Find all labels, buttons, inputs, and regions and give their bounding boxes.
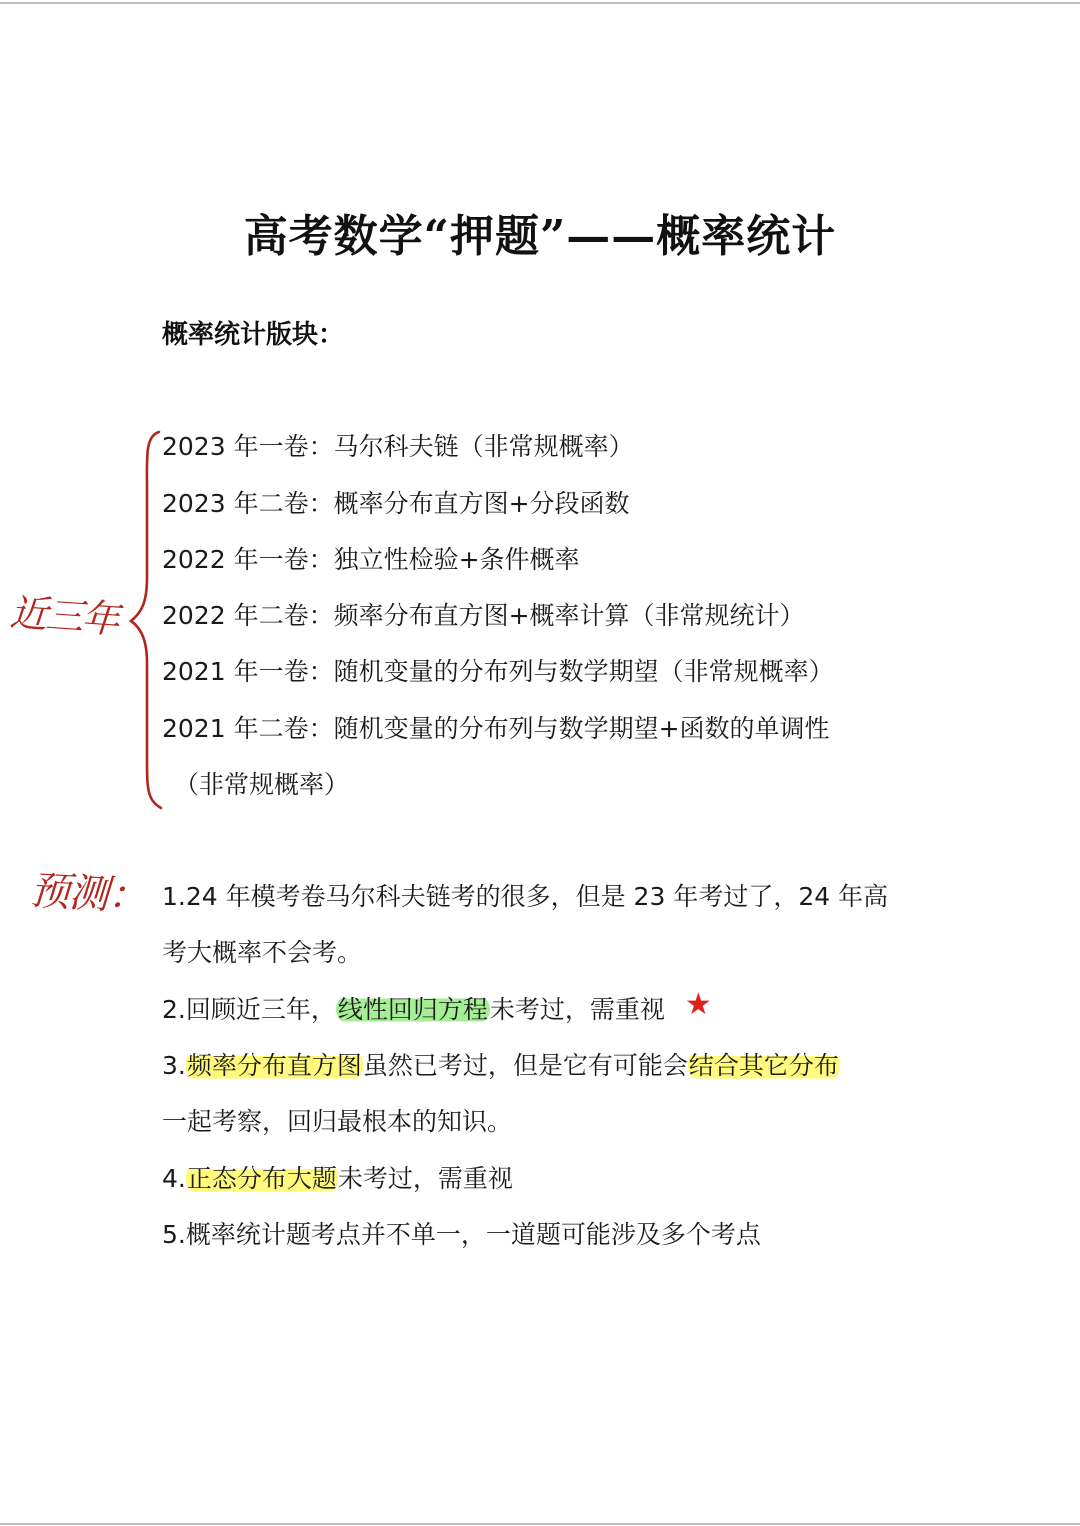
highlight-frequency-histogram: 频率分布直方图 [186, 1051, 362, 1080]
history-item: 2022 年一卷：独立性检验+条件概率 [162, 545, 580, 574]
prediction-3-line-1 [162, 1046, 840, 1082]
margin-note-predict: 预测： [28, 867, 148, 921]
history-item-continuation: （非常规概率） [174, 770, 350, 799]
history-item: 2021 年一卷：随机变量的分布列与数学期望（非常规概率） [162, 657, 834, 686]
prediction-2 [162, 987, 712, 1026]
prediction-1-line-2: 考大概率不会考。 [162, 938, 363, 967]
prediction-3-line-2: 一起考察，回归最根本的知识。 [162, 1107, 513, 1136]
prediction-4 [162, 1159, 513, 1195]
highlight-normal-distribution: 正态分布大题 [186, 1164, 337, 1193]
star-icon: ★ [684, 987, 712, 1022]
highlight-linear-regression: 线性回归方程 [337, 995, 488, 1024]
history-item: 2021 年二卷：随机变量的分布列与数学期望+函数的单调性 [162, 714, 830, 743]
margin-note-recent: 近三年 [8, 590, 120, 642]
history-item: 2023 年一卷：马尔科夫链（非常规概率） [162, 432, 634, 461]
prediction-4-suffix: 未考过，需重视 [337, 1164, 513, 1193]
prediction-2-suffix: 未考过，需重视 [489, 995, 665, 1024]
top-border-line [0, 2, 1080, 4]
prediction-3-prefix: 3. [162, 1051, 186, 1080]
highlight-other-distributions: 结合其它分布 [688, 1051, 839, 1080]
prediction-1-line-1: 1.24 年模考卷马尔科夫链考的很多，但是 23 年考过了，24 年高 [162, 882, 889, 911]
prediction-5: 5.概率统计题考点并不单一，一道题可能涉及多个考点 [162, 1220, 761, 1249]
bottom-border-line [0, 1523, 1080, 1525]
history-item: 2022 年二卷：频率分布直方图+概率计算（非常规统计） [162, 601, 805, 630]
prediction-2-prefix: 2.回顾近三年， [162, 995, 336, 1024]
prediction-3-middle: 虽然已考过，但是它有可能会 [362, 1051, 688, 1080]
section-heading: 概率统计版块： [162, 320, 345, 350]
page-title: 高考数学“押题”——概率统计 [243, 211, 837, 262]
history-item: 2023 年二卷：概率分布直方图+分段函数 [162, 489, 630, 518]
prediction-4-prefix: 4. [162, 1164, 186, 1193]
